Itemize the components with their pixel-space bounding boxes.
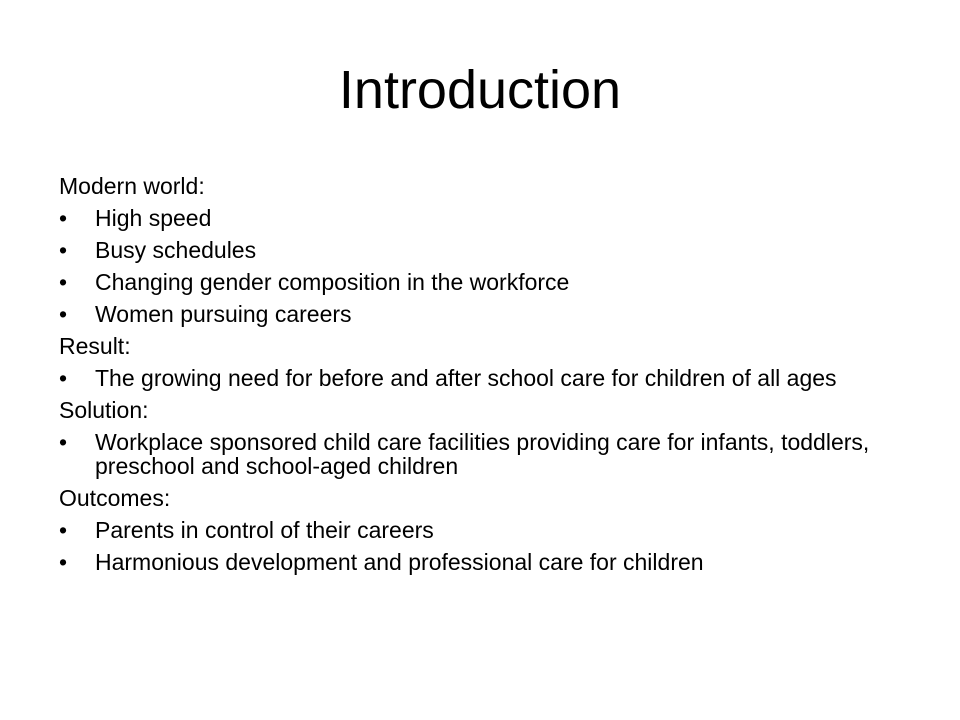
bullet-item <box>59 202 909 234</box>
slide-title: Introduction <box>338 60 622 120</box>
bullet-text: Workplace sponsored child care facilities providing care for infants, toddlers, preschool and school-aged children <box>95 429 870 479</box>
bullet-text: Women pursuing careers <box>95 301 352 327</box>
bullet-text: Parents in control of their careers <box>95 517 434 543</box>
bullet-item <box>59 362 909 394</box>
bullet-icon: • <box>59 237 68 263</box>
section-heading-solution: Solution: <box>59 397 149 423</box>
bullet-item <box>59 514 909 546</box>
section-heading-modern-world: Modern world: <box>59 173 205 199</box>
bullet-item <box>59 266 909 298</box>
bullet-text: Changing gender composition in the workforce <box>95 269 570 295</box>
bullet-icon: • <box>59 549 68 575</box>
bullet-item <box>59 298 909 330</box>
bullet-item <box>59 234 909 266</box>
bullet-icon: • <box>59 365 68 391</box>
section-heading-result: Result: <box>59 333 131 359</box>
bullet-text: The growing need for before and after school care for children of all ages <box>95 365 837 391</box>
bullet-icon: • <box>59 517 68 543</box>
bullet-icon: • <box>59 301 68 327</box>
bullet-text: Busy schedules <box>95 237 257 263</box>
bullet-icon: • <box>59 269 68 295</box>
bullet-text: Harmonious development and professional care for children <box>95 549 704 575</box>
slide-body <box>59 170 909 578</box>
bullet-item <box>59 546 909 578</box>
bullet-item <box>59 426 909 482</box>
bullet-icon: • <box>59 429 68 455</box>
bullet-icon: • <box>59 205 68 231</box>
section-heading-outcomes: Outcomes: <box>59 485 171 511</box>
bullet-text: High speed <box>95 205 212 231</box>
